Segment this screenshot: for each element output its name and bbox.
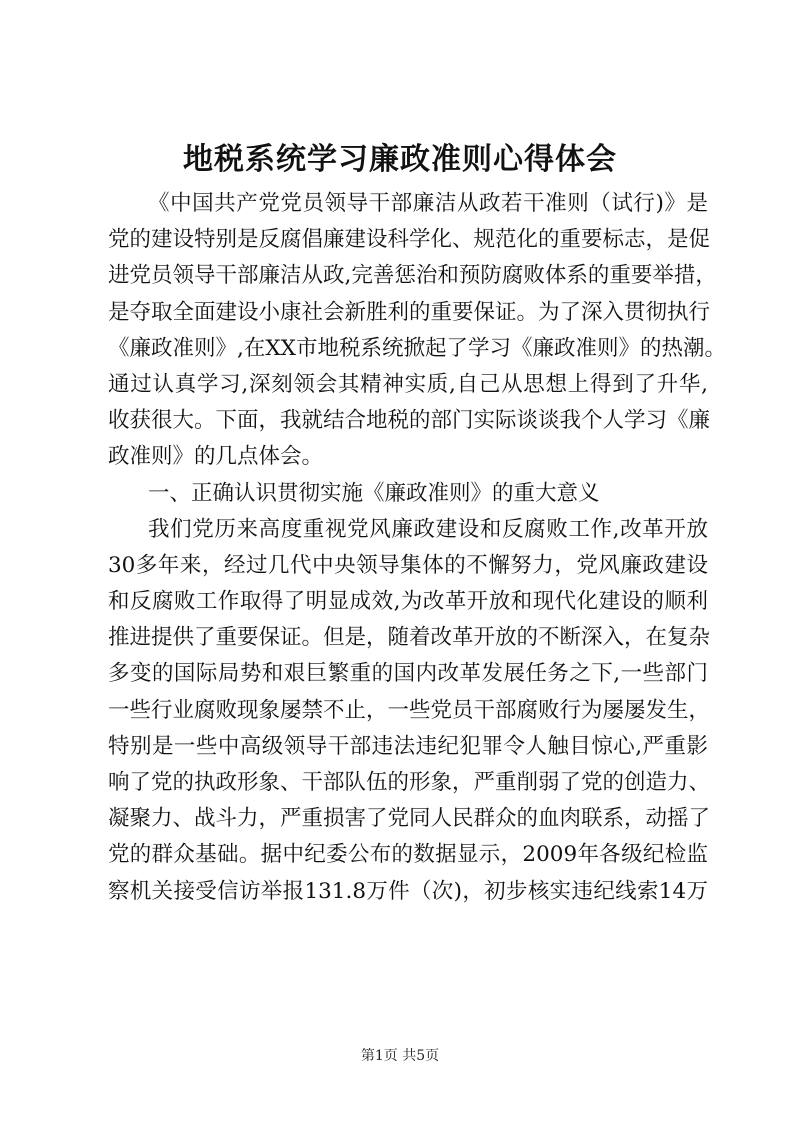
paragraph-line: 政准则》的几点体会。 [108, 444, 324, 470]
section-heading: 一、正确认识贯彻实施《廉政准则》的重大意义 [148, 480, 600, 506]
paragraph-line: 和反腐败工作取得了明显成效,为改革开放和现代化建设的顺利 [108, 589, 708, 615]
paragraph-line: 党的建设特别是反腐倡廉建设科学化、规范化的重要标志，是促 [108, 227, 711, 253]
paragraph-line: 通过认真学习,深刻领会其精神实质,自己从思想上得到了升华, [108, 371, 708, 397]
paragraph-line: 《廉政准则》,在XX市地税系统掀起了学习《廉政准则》的热潮。 [108, 335, 726, 361]
paragraph-line: 收获很大。下面，我就结合地税的部门实际谈谈我个人学习《廉 [108, 408, 711, 434]
paragraph-line: 多变的国际局势和艰巨繁重的国内改革发展任务之下,一些部门 [108, 661, 708, 687]
paragraph-line: 是夺取全面建设小康社会新胜利的重要保证。为了深入贯彻执行 [108, 299, 711, 325]
paragraph-line: 我们党历来高度重视党风廉政建设和反腐败工作,改革开放 [148, 516, 708, 542]
paragraph-line: 响了党的执政形象、干部队伍的形象，严重削弱了党的创造力、 [108, 770, 711, 795]
page-number-footer: 第1页 共5页 [360, 1048, 440, 1064]
paragraph-line: 一些行业腐败现象屡禁不止，一些党员干部腐败行为屡屡发生， [108, 697, 711, 723]
paragraph-line: 察机关接受信访举报131.8万件（次)，初步核实违纪线索14万 [108, 878, 708, 904]
paragraph-line: 进党员领导干部廉洁从政,完善惩治和预防腐败体系的重要举措， [108, 263, 717, 289]
paragraph-line: 30多年来，经过几代中央领导集体的不懈努力，党风廉政建设 [108, 552, 708, 578]
document-title: 地税系统学习廉政准则心得体会 [183, 142, 617, 177]
paragraph-line: 推进提供了重要保证。但是，随着改革开放的不断深入，在复杂 [108, 625, 711, 651]
document-body [108, 186, 726, 910]
paragraph-line: 凝聚力、战斗力，严重损害了党同人民群众的血肉联系，动摇了 [108, 806, 711, 832]
paragraph-line: 特别是一些中高级领导干部违法违纪犯罪令人触目惊心,严重影 [108, 733, 708, 759]
paragraph-line: 《中国共产党党员领导干部廉洁从政若干准则（试行)》是 [148, 191, 708, 216]
paragraph-line: 党的群众基础。据中纪委公布的数据显示，2009年各级纪检监 [108, 842, 708, 868]
